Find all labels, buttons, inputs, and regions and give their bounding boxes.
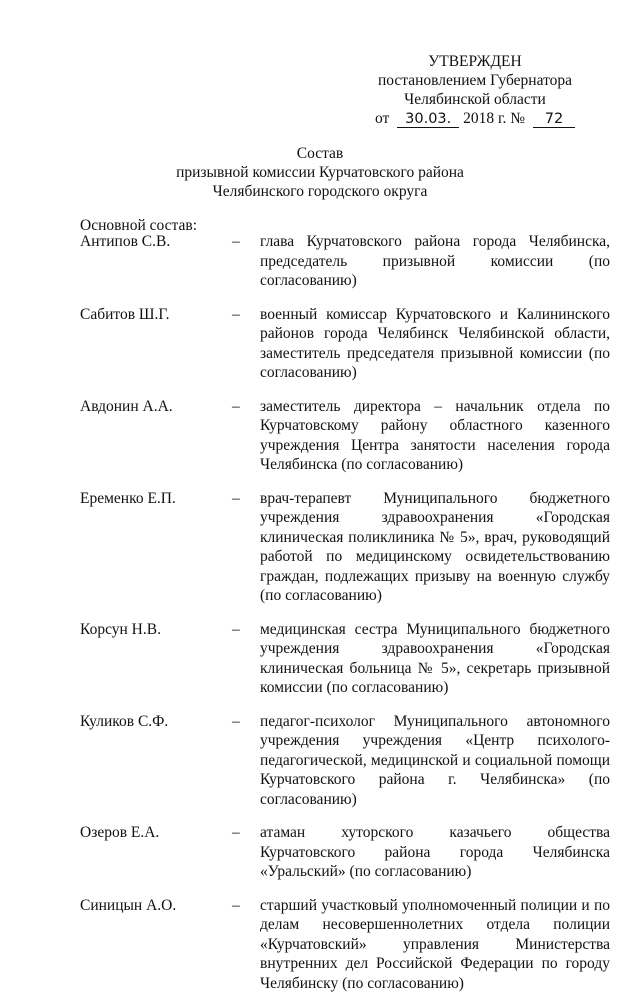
section-label: Основной состав: <box>80 217 198 234</box>
year-text: 2018 г. № <box>463 110 526 127</box>
member-dash: – <box>232 233 240 250</box>
member-name: Сабитов Ш.Г. <box>80 305 170 323</box>
approval-date-line <box>360 109 590 128</box>
member-dash: – <box>232 712 240 730</box>
approval-block <box>360 52 590 128</box>
approval-decree-line: постановлением Губернатора <box>377 72 573 89</box>
member-row <box>80 620 610 698</box>
member-role: старший участковый уполномоченный полиции и по делам несовершеннолетних отдела полиции «Курчатовский» управления Министерства внутренних дел Российской Федерации по городу Челябинску (по согласованию) <box>260 896 610 992</box>
member-role: глава Курчатовского района города Челябинска, председатель призывной комиссии (по согласованию) <box>260 233 610 289</box>
member-role: военный комиссар Курчатовского и Калининского районов города Челябинск Челябинской области, заместитель председателя призывной комиссии (по согласованию) <box>260 305 610 381</box>
members-list <box>80 232 610 1007</box>
member-name: Корсун Н.В. <box>80 620 161 638</box>
member-role: медицинская сестра Муниципального бюджетного учреждения здравоохранения «Городская клиническая больница № 5», секретарь призывной комиссии (по согласованию) <box>260 620 610 696</box>
member-row <box>80 397 610 475</box>
member-dash: – <box>232 305 240 323</box>
member-role: заместитель директора – начальник отдела по Курчатовскому району областного казенного учреждения Центра занятости населения города Челябинска (по согласованию) <box>260 397 610 473</box>
member-role: атаман хуторского казачьего общества Курчатовского района города Челябинска «Уральский» (по согласованию) <box>260 824 610 880</box>
member-row <box>80 712 610 810</box>
member-row <box>80 489 610 606</box>
title-line-3: Челябинского городского округа <box>212 183 428 200</box>
member-dash: – <box>232 896 240 914</box>
title-line-2: призывной комиссии Курчатовского района <box>176 164 464 181</box>
date-prefix: от <box>375 110 390 127</box>
member-row <box>80 232 610 291</box>
member-name: Авдонин А.А. <box>80 397 173 415</box>
member-dash: – <box>232 397 240 415</box>
member-dash: – <box>232 824 240 841</box>
document-title <box>0 144 640 201</box>
member-name: Озеров Е.А. <box>80 824 160 841</box>
member-name: Антипов С.В. <box>80 233 171 250</box>
member-row <box>80 305 610 383</box>
member-dash: – <box>232 620 240 638</box>
member-name: Куликов С.Ф. <box>80 712 169 730</box>
member-name: Еременко Е.П. <box>80 489 176 507</box>
member-dash: – <box>232 489 240 507</box>
approval-date: 30.03. <box>397 112 459 128</box>
member-name: Синицын А.О. <box>80 896 177 914</box>
approval-heading: УТВЕРЖДЕН <box>428 53 522 70</box>
title-line-1: Состав <box>296 145 344 162</box>
member-role: врач-терапевт Муниципального бюджетного учреждения здравоохранения «Городская клиническая поликлиника № 5», врач, руководящий работой по медицинскому освидетельствованию граждан, подлежащих призыву на военную службу (по согласованию) <box>260 489 610 604</box>
approval-region-line: Челябинской области <box>404 91 546 108</box>
approval-number: 72 <box>533 112 575 128</box>
member-role: педагог-психолог Муниципального автономного учреждения учреждения «Центр психолого-педагогической, медицинской и социальной помощи Курчатовского района г. Челябинска» (по согласованию) <box>260 712 610 808</box>
member-row <box>80 896 610 994</box>
member-row <box>80 823 610 882</box>
